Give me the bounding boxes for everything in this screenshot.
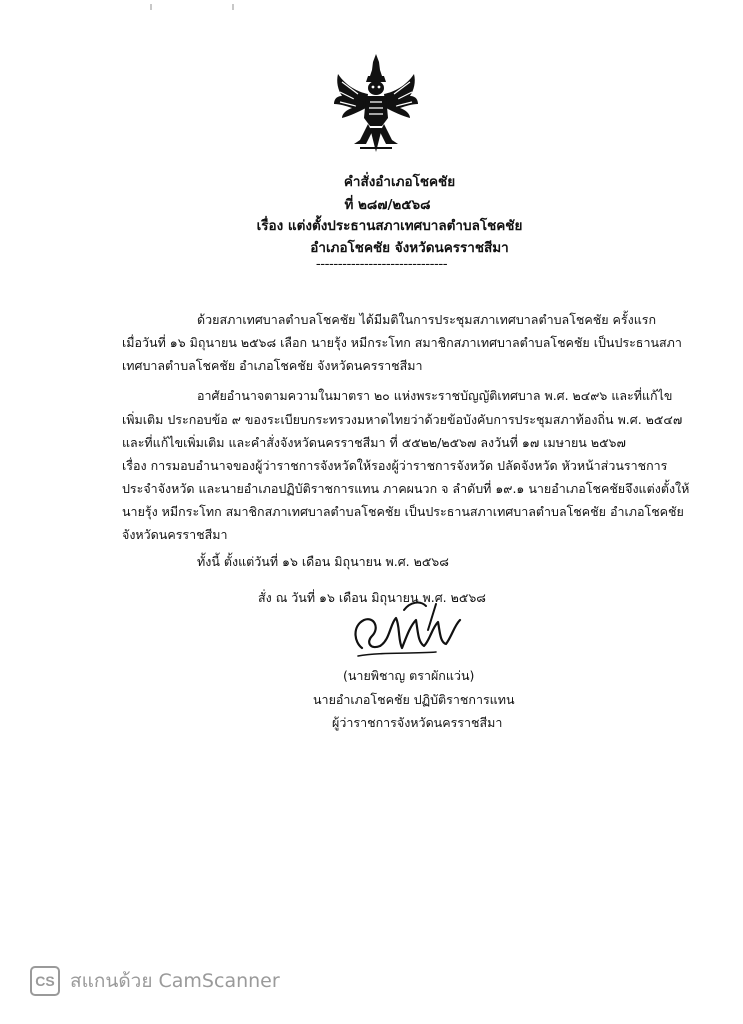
body-line: เรื่อง การมอบอำนาจของผู้ว่าราชการจังหวัดให้รองผู้ว่าราชการจังหวัด ปลัดจังหวัด หัวหน้าส่วนราชการ xyxy=(122,458,668,473)
scan-artifact xyxy=(150,4,152,10)
body-line: เพิ่มเติม ประกอบข้อ ๙ ของระเบียบกระทรวงมหาดไทยว่าด้วยข้อบังคับการประชุมสภาท้องถิ่น พ.ศ. ๒๕๔๗ xyxy=(122,412,683,427)
camscanner-logo-icon: CS xyxy=(30,966,60,996)
order-title: คำสั่งอำเภอโชคชัย xyxy=(343,174,456,190)
body-line: ด้วยสภาเทศบาลตำบลโชคชัย ได้มีมติในการประชุมสภาเทศบาลตำบลโชคชัย ครั้งแรก xyxy=(197,312,657,327)
body-line: ประจำจังหวัด และนายอำเภอปฏิบัติราชการแทน ภาคผนวก จ ลำดับที่ ๑๙.๑ นายอำเภอโชคชัยจึงแต่งตั้งให้ xyxy=(122,481,690,496)
body-line: นายรุ้ง หมีกระโทก สมาชิกสภาเทศบาลตำบลโชคชัย เป็นประธานสภาเทศบาลตำบลโชคชัย อำเภอโชคชัย xyxy=(122,504,684,519)
watermark-text: สแกนด้วย CamScanner xyxy=(70,970,280,992)
body-line: เมื่อวันที่ ๑๖ มิถุนายน ๒๕๖๘ เลือก นายรุ้ง หมีกระโทก สมาชิกสภาเทศบาลตำบลโชคชัย เป็นประธานสภา xyxy=(122,335,682,350)
body-line: จังหวัดนครราชสีมา xyxy=(122,527,228,542)
signatory-name: (นายพิชาญ ตราผักแว่น) xyxy=(343,668,475,683)
scan-artifact xyxy=(232,4,234,10)
effective-date-line: ทั้งนี้ ตั้งแต่วันที่ ๑๖ เดือน มิถุนายน พ.ศ. ๒๕๖๘ xyxy=(197,554,449,569)
garuda-emblem-icon xyxy=(330,52,422,156)
body-line: อาศัยอำนาจตามความในมาตรา ๒๐ แห่งพระราชบัญญัติเทศบาล พ.ศ. ๒๔๙๖ และที่แก้ไข xyxy=(197,388,673,403)
body-line: เทศบาลตำบลโชคชัย อำเภอโชคชัย จังหวัดนครราชสีมา xyxy=(122,358,423,373)
order-number: ที่ ๒๘๗/๒๕๖๘ xyxy=(344,197,431,213)
order-district: อำเภอโชคชัย จังหวัดนครราชสีมา xyxy=(310,240,509,256)
header-divider: ------------------------------ xyxy=(315,256,448,272)
camscanner-watermark xyxy=(30,964,280,998)
signed-date: สั่ง ณ วันที่ ๑๖ เดือน มิถุนายน พ.ศ. ๒๕๖๘ xyxy=(258,590,486,605)
handwritten-signature xyxy=(340,596,490,660)
signatory-position: นายอำเภอโชคชัย ปฏิบัติราชการแทน xyxy=(313,692,515,707)
body-line: และที่แก้ไขเพิ่มเติม และคำสั่งจังหวัดนครราชสีมา ที่ ๕๕๒๒/๒๕๖๗ ลงวันที่ ๑๗ เมษายน ๒๕๖๗ xyxy=(122,435,626,450)
order-subject: เรื่อง แต่งตั้งประธานสภาเทศบาลตำบลโชคชัย xyxy=(256,218,523,234)
signatory-position-secondary: ผู้ว่าราชการจังหวัดนครราชสีมา xyxy=(332,715,503,730)
